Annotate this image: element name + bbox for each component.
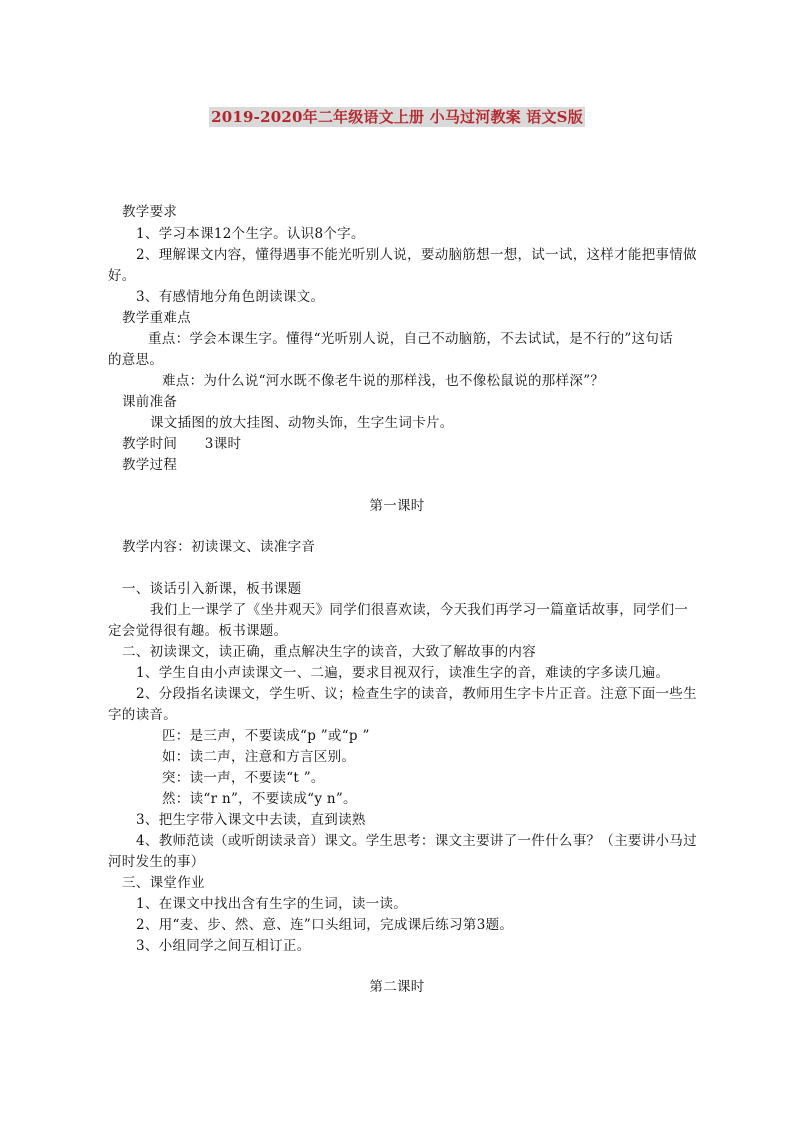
text-line: 教学重难点 bbox=[122, 310, 191, 326]
text-line: 三、课堂作业 bbox=[122, 875, 205, 891]
text-line: 2、理解课文内容，懂得遇事不能光听别人说，要动脑筋想一想，试一试，这样才能把事情做 bbox=[136, 247, 697, 263]
text-line: 1、在课文中找出含有生字的生词，读一读。 bbox=[136, 896, 408, 912]
section-heading: 第一课时 bbox=[369, 498, 425, 514]
text-line: 2、分段指名读课文，学生听、议；检查生字的读音，教师用生字卡片正音。注意下面一些生 bbox=[136, 686, 697, 702]
text-line: 教学内容：初读课文、读准字音 bbox=[122, 539, 316, 555]
text-line: 好。 bbox=[108, 268, 136, 284]
text-line: 匹：是三声，不要读成“p ”或“p ” bbox=[162, 728, 370, 744]
text-line: 1、学习本课12个生字。认识8个字。 bbox=[136, 226, 365, 242]
text-line: 4、教师范读（或听朗读录音）课文。学生思考：课文主要讲了一件什么事？（主要讲小马过 bbox=[136, 833, 697, 849]
text-line: 突：读一声，不要读“t ”。 bbox=[162, 770, 325, 786]
document-title bbox=[0, 106, 794, 127]
text-line: 的意思。 bbox=[108, 352, 164, 368]
text-line: 教学时间 3课时 bbox=[122, 436, 242, 452]
text-line: 3、把生字带入课文中去读，直到读熟 bbox=[136, 812, 366, 828]
text-line: 教学要求 bbox=[122, 204, 178, 220]
text-line: 教学过程 bbox=[122, 457, 178, 473]
text-line: 2、用“麦、步、然、意、连”口头组词，完成课后练习第3题。 bbox=[136, 917, 514, 933]
text-line: 河时发生的事） bbox=[108, 854, 205, 870]
text-line: 难点：为什么说“河水既不像老牛说的那样浅，也不像松鼠说的那样深”？ bbox=[162, 373, 605, 389]
document-title-text: 2019-2020年二年级语文上册 小马过河教案 语文S版 bbox=[211, 108, 583, 126]
text-line: 课文插图的放大挂图、动物头饰，生字生词卡片。 bbox=[150, 415, 454, 431]
text-line: 二、初读课文，读正确，重点解决生字的读音，大致了解故事的内容 bbox=[122, 644, 536, 660]
text-line: 字的读音。 bbox=[108, 707, 177, 723]
text-line: 1、学生自由小声读课文一、二遍，要求目视双行，读准生字的音，难读的字多读几遍。 bbox=[136, 665, 670, 681]
text-line: 3、小组同学之间互相订正。 bbox=[136, 938, 311, 954]
text-line: 课前准备 bbox=[122, 394, 178, 410]
section-heading: 第二课时 bbox=[369, 979, 425, 995]
text-line: 然：读“r n”，不要读成“y n”。 bbox=[162, 791, 357, 807]
text-line: 我们上一课学了《坐井观天》同学们很喜欢读，今天我们再学习一篇童话故事，同学们一 bbox=[150, 602, 689, 618]
text-line: 一、谈话引入新课，板书课题 bbox=[122, 581, 302, 597]
text-line: 重点：学会本课生字。懂得“光听别人说，自己不动脑筋，不去试试，是不行的”这句话 bbox=[148, 331, 674, 347]
text-line: 定会觉得很有趣。板书课题。 bbox=[108, 623, 288, 639]
text-line: 3、有感情地分角色朗读课文。 bbox=[136, 289, 325, 305]
text-line: 如：读二声，注意和方言区别。 bbox=[162, 749, 356, 765]
